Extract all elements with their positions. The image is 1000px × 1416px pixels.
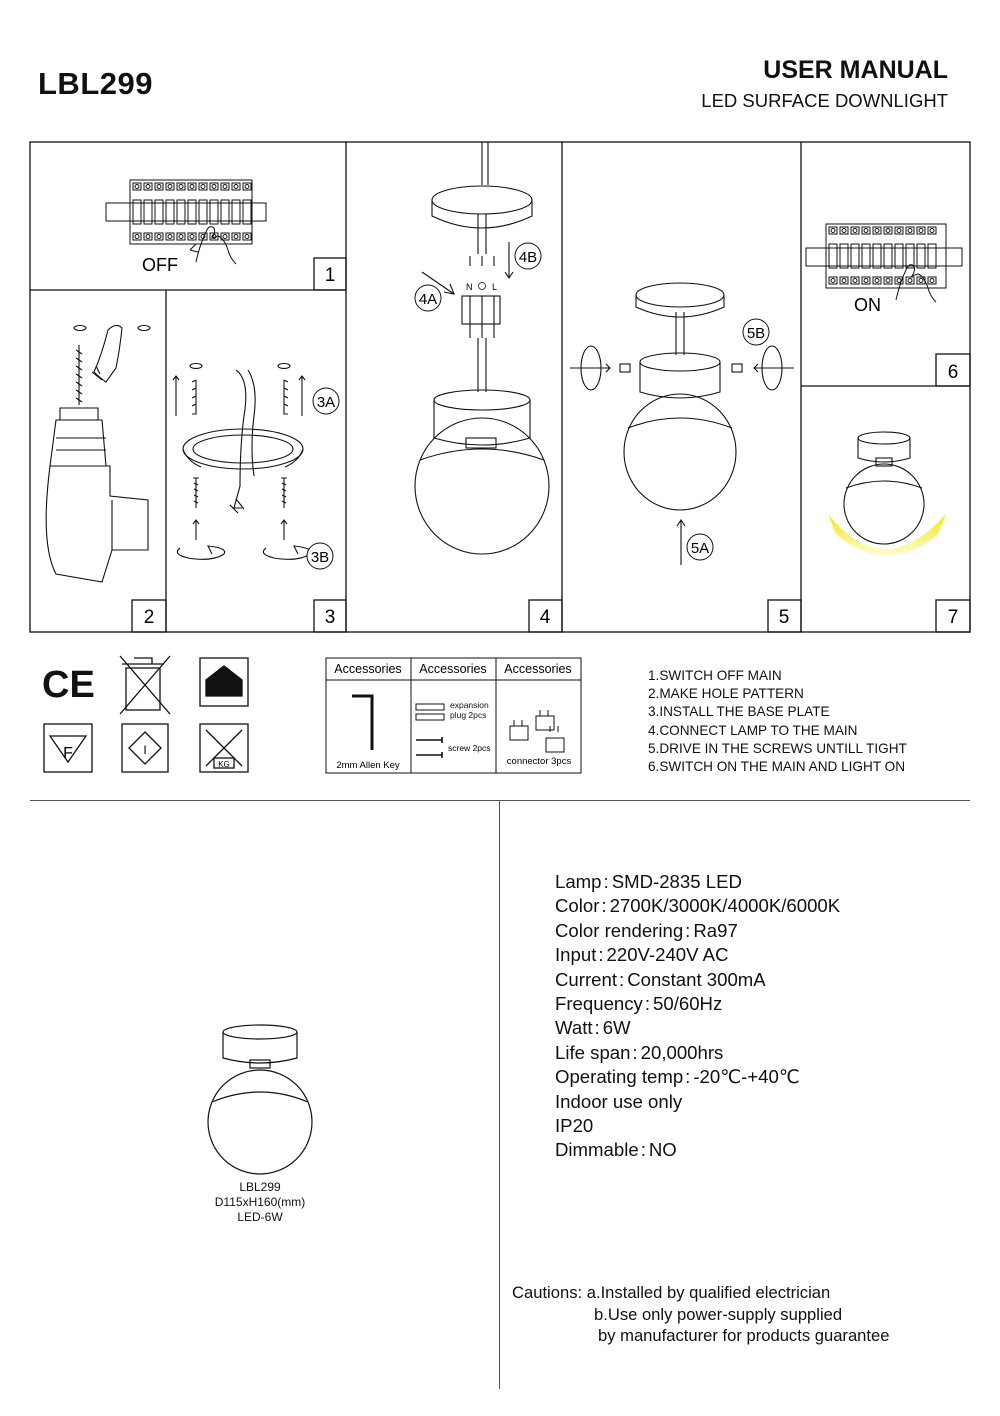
breaker-on-illustration <box>806 224 962 302</box>
step-text: 4.CONNECT LAMP TO THE MAIN <box>648 722 858 738</box>
spec-label: Current : <box>555 969 627 990</box>
f-mark-letter: F <box>63 745 73 762</box>
spec-value: 20,000hrs <box>640 1041 724 1063</box>
drill-illustration <box>46 325 150 582</box>
step-number-6: 6 <box>947 362 959 383</box>
step-number-4: 4 <box>539 607 551 628</box>
spec-label: Color : <box>555 895 610 916</box>
spec-value: 50/60Hz <box>653 993 723 1015</box>
spec-row <box>555 919 840 943</box>
callout-4a: 4A <box>418 291 438 308</box>
spec-note: Indoor use only <box>555 1090 683 1112</box>
allen-key-label: 2mm Allen Key <box>336 760 400 771</box>
spec-label: Input : <box>555 944 607 965</box>
step-number-5: 5 <box>778 607 790 628</box>
cautions <box>512 1282 889 1347</box>
caution-b2: by manufacturer for products guarantee <box>598 1326 890 1345</box>
ce-mark-icon: CE <box>42 664 95 706</box>
caution-b1: b.Use only power-supply supplied <box>594 1304 843 1324</box>
installation-steps <box>648 667 907 776</box>
spec-label: Color rendering : <box>555 920 693 941</box>
callout-5a: 5A <box>690 540 710 557</box>
expansion-plug-label: expansion plug 2pcs <box>450 700 489 720</box>
callout-3b: 3B <box>310 549 330 566</box>
spec-label: Dimmable : <box>555 1139 649 1160</box>
on-label: ON <box>854 295 881 315</box>
spec-label: Frequency : <box>555 993 653 1014</box>
accessories-header-1: Accessories <box>334 662 402 676</box>
class-i-letter: I <box>143 743 147 757</box>
model-number: LBL299 <box>38 66 153 101</box>
callout-3a: 3A <box>316 394 336 411</box>
product-drawing <box>200 1022 320 1178</box>
caution-a: a.Installed by qualified electrician <box>586 1283 831 1302</box>
spec-label: Watt : <box>555 1017 603 1038</box>
product-power: LED-6W <box>237 1210 283 1224</box>
step-number-1: 1 <box>324 265 336 286</box>
callout-4b: 4B <box>518 249 538 266</box>
accessories-header-2: Accessories <box>419 662 487 676</box>
earth-icon <box>479 283 486 290</box>
certification-symbols <box>30 650 270 782</box>
spec-row <box>555 1138 840 1162</box>
spec-label: Life span : <box>555 1042 641 1063</box>
screw-label: screw 2pcs <box>448 743 491 753</box>
spec-note: IP20 <box>555 1115 594 1137</box>
weee-bin-icon <box>120 656 170 714</box>
spec-value: 6W <box>602 1017 631 1039</box>
spec-value: -20℃-+40℃ <box>693 1066 800 1088</box>
spec-value: SMD-2835 LED <box>611 871 742 892</box>
column-divider <box>499 801 500 1389</box>
step-text: 6.SWITCH ON THE MAIN AND LIGHT ON <box>648 759 906 775</box>
step-number-2: 2 <box>143 607 155 628</box>
spec-value: 2700K/3000K/4000K/6000K <box>609 895 841 917</box>
accessories-header-3: Accessories <box>504 662 572 676</box>
product-name: LBL299 <box>239 1180 281 1194</box>
breaker-off-illustration <box>106 180 266 264</box>
spec-value: 220V-240V AC <box>606 944 729 966</box>
spec-label: Lamp : <box>555 871 612 892</box>
spec-value: NO <box>648 1139 677 1161</box>
manual-subtitle: LED SURFACE DOWNLIGHT <box>701 90 948 111</box>
step-number-3: 3 <box>324 607 336 628</box>
diagram-frame <box>30 142 970 632</box>
spec-row <box>555 992 840 1016</box>
live-label: L <box>492 282 498 292</box>
step-number-7: 7 <box>947 607 959 628</box>
kg-text: KG <box>218 760 230 769</box>
spec-row <box>555 1065 840 1089</box>
spec-row <box>555 1016 840 1040</box>
product-caption <box>160 1180 360 1225</box>
spec-row <box>555 1041 840 1065</box>
off-label: OFF <box>142 255 178 275</box>
specifications <box>555 870 840 1163</box>
step-text: 2.MAKE HOLE PATTERN <box>648 686 804 702</box>
lamp-lit-illustration <box>828 432 946 556</box>
product-size: D115xH160(mm) <box>214 1195 306 1209</box>
spec-value: Ra97 <box>693 919 738 941</box>
spec-value: Constant 300mA <box>627 968 766 990</box>
connector-label: connector 3pcs <box>506 756 572 767</box>
spec-label: Operating temp : <box>555 1066 693 1087</box>
section-divider <box>30 800 970 801</box>
spec-row <box>555 870 840 894</box>
spec-row <box>555 894 840 918</box>
spec-row <box>555 943 840 967</box>
wiring-connection-illustration <box>415 142 549 554</box>
step-text: 5.DRIVE IN THE SCREWS UNTILL TIGHT <box>648 740 907 756</box>
accessories-table <box>324 656 584 776</box>
spec-row <box>555 968 840 992</box>
cautions-prefix: Cautions: <box>512 1283 583 1302</box>
base-plate-install-illustration <box>173 364 311 560</box>
step-text: 1.SWITCH OFF MAIN <box>648 668 782 683</box>
indoor-house-icon <box>200 658 248 706</box>
neutral-label: N <box>466 282 473 292</box>
callout-5b: 5B <box>746 325 766 342</box>
step-text: 3.INSTALL THE BASE PLATE <box>648 704 830 720</box>
manual-title: USER MANUAL <box>763 56 948 84</box>
